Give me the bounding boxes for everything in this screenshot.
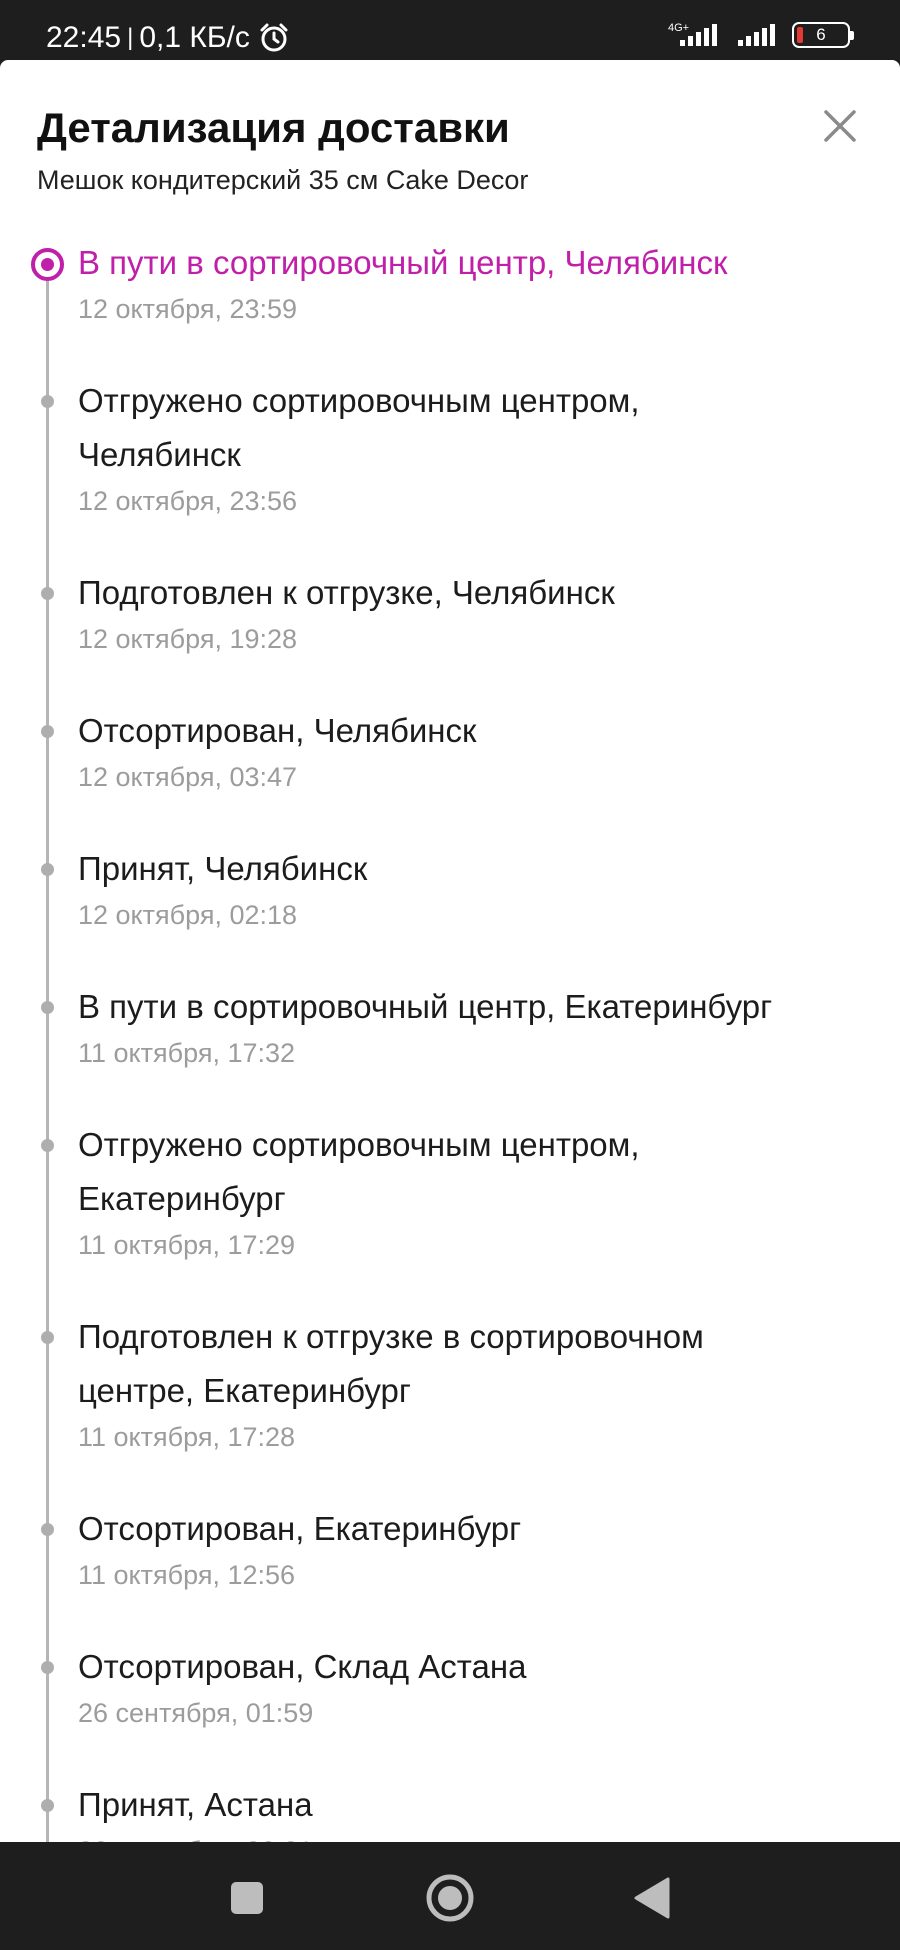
status-bar bbox=[0, 0, 900, 60]
home-button[interactable] bbox=[418, 1866, 482, 1930]
event-date: 12 октября, 02:18 bbox=[78, 900, 298, 930]
timeline-event bbox=[0, 1640, 900, 1778]
timeline-event bbox=[0, 374, 900, 566]
timeline-dot bbox=[41, 1523, 54, 1536]
signal-icon bbox=[736, 18, 780, 48]
timeline-event bbox=[0, 1118, 900, 1310]
mobile-signal-4g-icon bbox=[668, 18, 724, 48]
status-left bbox=[46, 20, 290, 56]
event-date: 12 октября, 23:59 bbox=[78, 294, 298, 324]
battery-level: 6 bbox=[816, 25, 826, 44]
battery-low-indicator bbox=[797, 27, 803, 43]
timeline-dot bbox=[41, 1661, 54, 1674]
event-status: Принят, Астана bbox=[78, 1786, 313, 1823]
timeline-event bbox=[0, 566, 900, 704]
alarm-icon bbox=[258, 22, 290, 54]
back-button[interactable] bbox=[622, 1866, 686, 1930]
timeline-event bbox=[0, 704, 900, 842]
event-status: В пути в сортировочный центр, Екатеринбург bbox=[78, 988, 773, 1025]
timeline-dot bbox=[41, 395, 54, 408]
event-status: Отсортирован, Склад Астана bbox=[78, 1648, 527, 1685]
delivery-details-sheet bbox=[0, 60, 900, 1842]
event-date: 11 октября, 17:28 bbox=[78, 1422, 296, 1452]
network-type-label: 4G+ bbox=[668, 22, 690, 34]
square-icon bbox=[215, 1866, 279, 1930]
timeline-event bbox=[0, 1310, 900, 1502]
current-status-icon bbox=[31, 248, 64, 281]
sheet-title: Детализация доставки bbox=[37, 104, 510, 151]
event-status-line2: Екатеринбург bbox=[78, 1180, 286, 1217]
event-status: Отгружено сортировочным центром, bbox=[78, 382, 640, 419]
timeline-dot bbox=[41, 863, 54, 876]
status-speed: 0,1 КБ/с bbox=[139, 21, 250, 54]
event-date: 26 сентября, 01:59 bbox=[78, 1698, 314, 1728]
event-status: Отгружено сортировочным центром, bbox=[78, 1126, 640, 1163]
timeline-event bbox=[0, 1502, 900, 1640]
recents-button[interactable] bbox=[215, 1866, 279, 1930]
tracking-timeline bbox=[0, 236, 900, 1916]
timeline-dot bbox=[41, 1331, 54, 1344]
event-date: 12 октября, 23:56 bbox=[78, 486, 298, 516]
event-status-line2: Челябинск bbox=[78, 436, 241, 473]
event-status-line2: центре, Екатеринбург bbox=[78, 1372, 411, 1409]
event-status: Подготовлен к отгрузке в сортировочном bbox=[78, 1318, 704, 1355]
close-button[interactable] bbox=[818, 104, 862, 148]
event-date: 11 октября, 12:56 bbox=[78, 1560, 296, 1590]
timeline-dot bbox=[41, 1139, 54, 1152]
event-date: 11 октября, 17:32 bbox=[78, 1038, 296, 1068]
close-icon bbox=[818, 104, 862, 148]
status-right bbox=[668, 18, 850, 48]
timeline-dot bbox=[41, 725, 54, 738]
event-date: 12 октября, 03:47 bbox=[78, 762, 298, 792]
timeline-dot bbox=[41, 587, 54, 600]
event-status: В пути в сортировочный центр, Челябинск bbox=[78, 244, 728, 281]
event-status: Принят, Челябинск bbox=[78, 850, 368, 887]
timeline-event-current bbox=[0, 236, 900, 374]
event-date: 11 октября, 17:29 bbox=[78, 1230, 296, 1260]
circle-icon bbox=[418, 1866, 482, 1930]
status-separator: | bbox=[127, 24, 134, 51]
timeline-dot bbox=[41, 1001, 54, 1014]
event-date: 12 октября, 19:28 bbox=[78, 624, 298, 654]
triangle-back-icon bbox=[622, 1866, 686, 1930]
product-name: Мешок кондитерский 35 см Cake Decor bbox=[37, 165, 529, 195]
status-time: 22:45 bbox=[46, 21, 122, 54]
timeline-event bbox=[0, 980, 900, 1118]
event-status: Отсортирован, Челябинск bbox=[78, 712, 477, 749]
event-status: Отсортирован, Екатеринбург bbox=[78, 1510, 522, 1547]
timeline-event bbox=[0, 842, 900, 980]
navigation-bar bbox=[0, 1842, 900, 1950]
timeline-dot bbox=[41, 1799, 54, 1812]
battery-icon bbox=[792, 22, 850, 48]
event-status: Подготовлен к отгрузке, Челябинск bbox=[78, 574, 615, 611]
